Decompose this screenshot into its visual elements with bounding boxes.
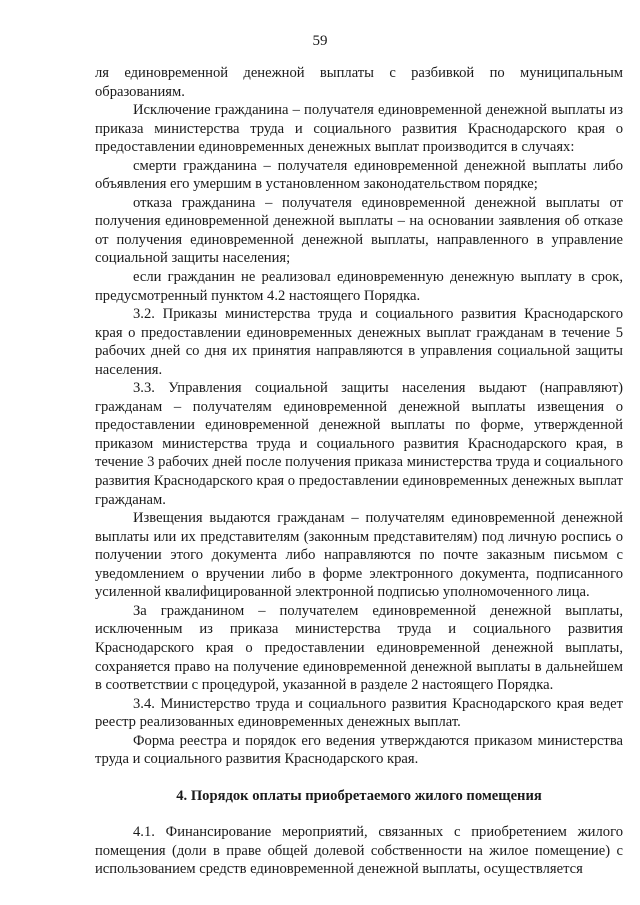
- paragraph-registry-form: Форма реестра и порядок его ведения утверждаются приказом министерства труда и социального развития Краснодарского края.: [95, 732, 623, 768]
- document-body: [95, 64, 623, 879]
- paragraph-3-3: 3.3. Управления социальной защиты населения выдают (направляют) гражданам – получателям единовременной денежной выплаты извещения о предоставлении единовременной денежной выплаты по форме, утвержденной приказом министерства труда и социального развития Краснодарского края, в течение 3 рабочих дней после получения приказа министерства труда и социального развития Краснодарского края о предоставлении единовременных денежных выплат гражданам.: [95, 380, 623, 508]
- paragraph-3-4: 3.4. Министерство труда и социального развития Краснодарского края ведет реестр реализованных единовременных денежных выплат.: [95, 695, 623, 731]
- paragraph-case-refusal: отказа гражданина – получателя единовременной денежной выплаты от получения единовременной денежной выплаты – на основании заявления об отказе от получения единовременной денежной выплаты, направленного в управление социальной защиты населения;: [95, 194, 623, 267]
- page-number: 59: [312, 33, 328, 49]
- paragraph-exclusion-cases: Исключение гражданина – получателя единовременной денежной выплаты из приказа министерства труда и социального развития Краснодарского края о предоставлении единовременных денежных выплат производится в случаях:: [95, 102, 623, 156]
- paragraph-continuation: ля единовременной денежной выплаты с разбивкой по муниципальным образованиям.: [95, 65, 623, 100]
- paragraph-3-2: 3.2. Приказы министерства труда и социального развития Краснодарского края о предоставлении единовременных денежных выплат гражданам в течение 5 рабочих дней со дня их принятия направляются в управления социальной защиты населения.: [95, 306, 623, 378]
- paragraph-retained-right: За гражданином – получателем единовременной денежной выплаты, исключенным из приказа министерства труда и социального развития Краснодарского края о предоставлении единовременной денежной выплаты, сохраняется право на получение единовременной денежной выплаты в дальнейшем в соответствии с процедурой, указанной в разделе 2 настоящего Порядка.: [95, 602, 623, 694]
- paragraph-case-death: смерти гражданина – получателя единовременной денежной выплаты либо объявления его умершим в установленном законодательством порядке;: [95, 157, 623, 193]
- paragraph-notices: Извещения выдаются гражданам – получателям единовременной денежной выплаты или их представителям (законным представителям) под личную роспись о получении этого документа либо направляются по почте заказным письмом с уведомлением о вручении либо в форме электронного документа, подписанного усиленной квалифицированной электронной подписью уполномоченного лица.: [95, 510, 623, 601]
- section-4-heading: 4. Порядок оплаты приобретаемого жилого помещения: [176, 787, 542, 804]
- paragraph-4-1: 4.1. Финансирование мероприятий, связанных с приобретением жилого помещения (доли в праве общей долевой собственности на жилое помещение) с использованием средств единовременной денежной выплаты, осуществляется: [95, 824, 623, 878]
- paragraph-case-not-realized: если гражданин не реализовал единовременную денежную выплату в срок, предусмотренный пунктом 4.2 настоящего Порядка.: [95, 269, 623, 304]
